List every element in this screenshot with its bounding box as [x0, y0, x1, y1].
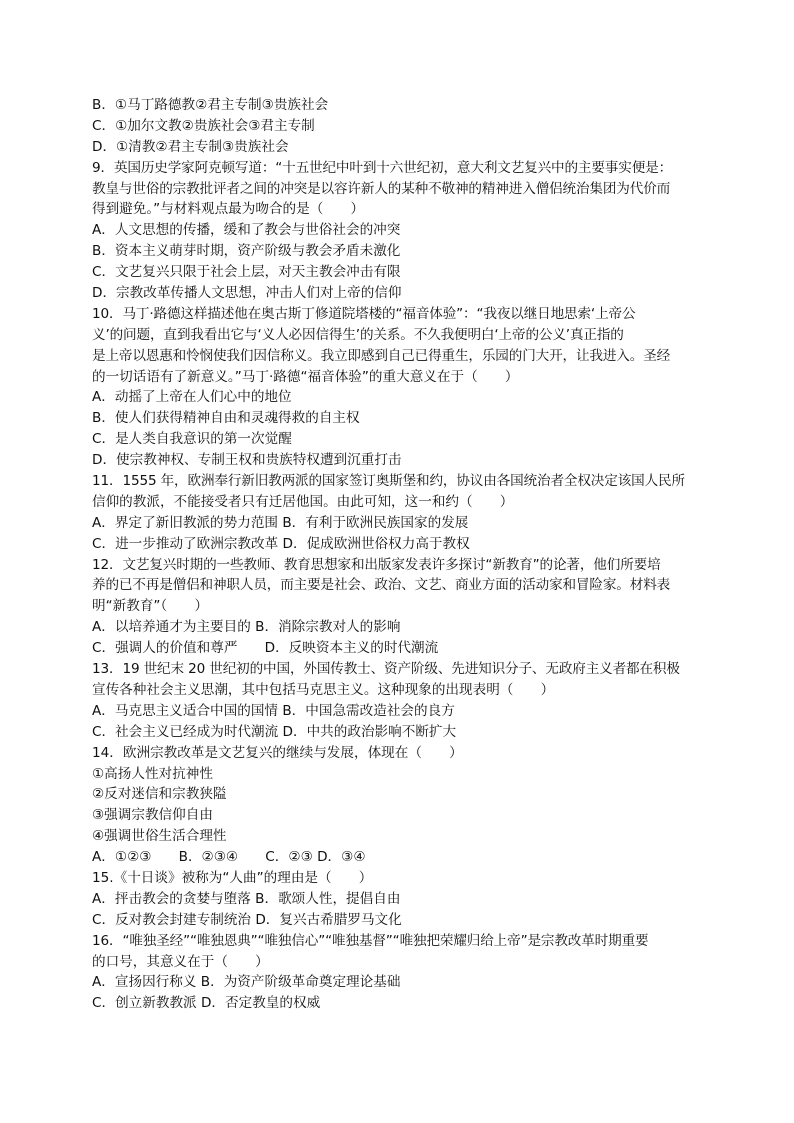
question-12-stem: 养的已不再是僧侣和神职人员，而主要是社会、政治、文艺、商业方面的活动家和冒险家。材料表	[92, 577, 671, 594]
question-10-option-b: B．使人们获得精神自由和灵魂得救的自主权	[92, 410, 360, 427]
question-16-stem: 的口号，其意义在于（ ）	[92, 953, 269, 970]
question-10-stem: 是上帝以恩惠和怜悯使我们因信称义。我立即感到自己已得重生，乐园的门大开，让我进入。圣经	[92, 347, 671, 364]
question-14-stem: 14．欧洲宗教改革是文艺复兴的继续与发展，体现在（ ）	[92, 744, 463, 761]
question-14-item: ②反对迷信和宗教狭隘	[92, 786, 227, 803]
question-9-option-d: D．宗教改革传播人文思想，冲击人们对上帝的信仰	[92, 285, 402, 302]
question-11-stem: 信仰的教派，不能接受者只有迁居他国。由此可知，这一和约（ ）	[92, 493, 514, 510]
question-11-stem: 11．1555 年，欧洲奉行新旧教两派的国家签订奥斯堡和约，协议由各国统治者全权决定该国人民所	[92, 473, 685, 490]
question-10-option-d: D．使宗教神权、专制王权和贵族特权遭到沉重打击	[92, 452, 402, 469]
question-10-option-a: A．动摇了上帝在人们心中的地位	[92, 389, 292, 406]
option-line: B．①马丁路德教②君主专制③贵族社会	[92, 97, 329, 113]
question-9-option-a: A．人文思想的传播，缓和了教会与世俗社会的冲突	[92, 222, 401, 239]
question-10-stem: 10．马丁·路德这样描述他在奥古斯丁修道院塔楼的“福音体验”：“我夜以继日地思索‘上帝公	[92, 305, 636, 322]
question-15-options-ab: A．抨击教会的贪婪与堕落 B．歌颂人性，提倡自由	[92, 890, 401, 907]
question-14-item: ③强调宗教信仰自由	[92, 807, 213, 824]
question-15-stem: 15.《十日谈》被称为“人曲”的理由是（ ）	[92, 869, 373, 886]
question-9-stem: 9．英国历史学家阿克顿写道：“十五世纪中叶到十六世纪初，意大利文艺复兴中的主要事实便是：	[92, 159, 673, 176]
question-11-options-ab: A．界定了新旧教派的势力范围 B．有利于欧洲民族国家的发展	[92, 514, 469, 531]
question-12-options-ab: A．以培养通才为主要目的 B．消除宗教对人的影响	[92, 619, 401, 636]
question-9-option-c: C．文艺复兴只限于社会上层，对天主教会冲击有限	[92, 264, 401, 281]
question-14-item: ④强调世俗生活合理性	[92, 828, 227, 845]
exam-page-content	[92, 95, 706, 1014]
question-11-options-cd: C．进一步推动了欧洲宗教改革 D．促成欧洲世俗权力高于教权	[92, 535, 470, 552]
question-16-options-ab: A．宣扬因行称义 B．为资产阶级革命奠定理论基础	[92, 974, 401, 991]
question-12-stem: 12．文艺复兴时期的一些教师、教育思想家和出版家发表许多探讨“新教育”的论著，他们所要培	[92, 556, 661, 573]
question-16-stem: 16．“唯独圣经”“唯独恩典”“唯独信心”“唯独基督”“唯独把荣耀归给上帝”是宗教改革时期重要	[92, 932, 649, 949]
question-9-option-b: B．资本主义萌芽时期，资产阶级与教会矛盾未激化	[92, 243, 401, 260]
question-13-stem: 13．19 世纪末 20 世纪初的中国，外国传教士、资产阶级、先进知识分子、无政府主义者都在积极	[92, 661, 680, 678]
question-12-options-cd: C．强调人的价值和尊严 D．反映资本主义的时代潮流	[92, 640, 439, 657]
question-10-stem: 的一切话语有了新意义。”马丁·路德“福音体验”的重大意义在于（ ）	[92, 368, 519, 385]
question-13-stem: 宣传各种社会主义思潮，其中包括马克思主义。这种现象的出现表明（ ）	[92, 681, 555, 698]
question-13-options-ab: A．马克思主义适合中国的国情 B．中国急需改造社会的良方	[92, 702, 455, 719]
option-line: D．①清教②君主专制③贵族社会	[92, 138, 289, 155]
question-9-stem: 得到避免。”与材料观点最为吻合的是（ ）	[92, 201, 365, 218]
question-14-options: A．①②③ B．②③④ C．②③ D．③④	[92, 849, 366, 866]
question-10-option-c: C．是人类自我意识的第一次觉醒	[92, 431, 292, 448]
question-9-stem: 教皇与世俗的宗教批评者之间的冲突是以容许新人的某种不敬神的精神进入僧侣统治集团为代价而	[92, 180, 671, 197]
question-16-options-cd: C．创立新教教派 D．否定教皇的权威	[92, 995, 321, 1012]
question-15-options-cd: C．反对教会封建专制统治 D．复兴古希腊罗马文化	[92, 911, 402, 928]
question-12-stem: 明“新教育”（ ）	[92, 598, 209, 615]
question-10-stem: 义’的问题，直到我看出它与‘义人必因信得生’的关系。不久我便明白‘上帝的公义’真正指的	[92, 326, 624, 343]
question-13-options-cd: C．社会主义已经成为时代潮流 D．中共的政治影响不断扩大	[92, 723, 457, 740]
option-line: C．①加尔文教②贵族社会③君主专制	[92, 117, 315, 134]
question-14-item: ①高扬人性对抗神性	[92, 765, 213, 782]
